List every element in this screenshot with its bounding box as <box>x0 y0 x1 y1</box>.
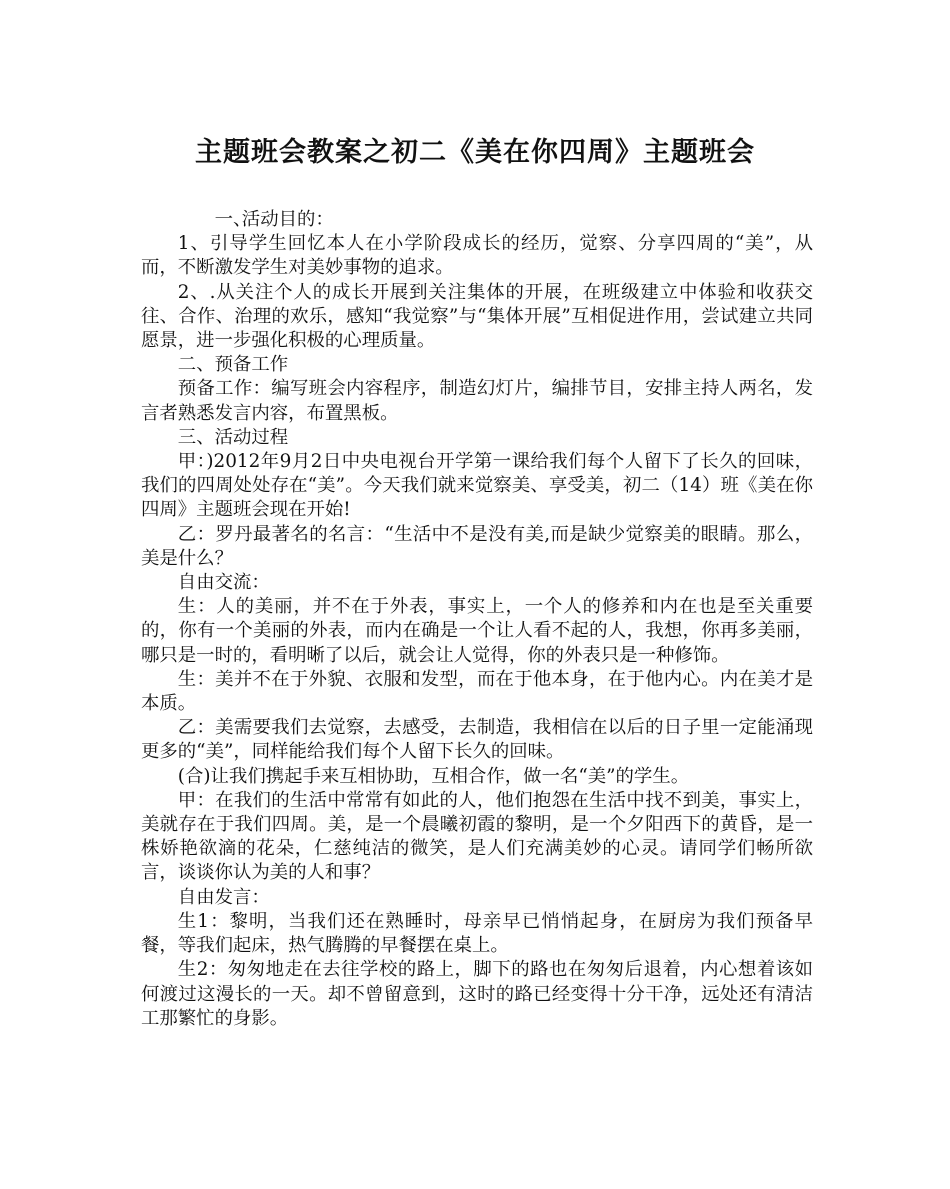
paragraph: 乙：罗丹最著名的名言：“生活中不是没有美,而是缺少觉察美的眼睛。那么，美是什么？ <box>141 523 813 569</box>
section-heading-objectives <box>141 208 813 232</box>
paragraph: 生：人的美丽，并不在于外表，事实上，一个人的修养和内在也是至关重要的，你有一个美丽的外表，而内在确是一个让人看不起的人，我想，你再多美丽，哪只是一时的，看明晰了以后，就会让人觉得，你的外表只是一种修饰。 <box>141 596 813 666</box>
paragraph: 自由交流： <box>177 572 270 594</box>
paragraph: 甲：)2012年9月2日中央电视台开学第一课给我们每个人留下了长久的回味，我们的四周处处存在“美”。今天我们就来觉察美、享受美，初二（14）班《美在你四周》主题班会现在开始! <box>141 451 813 521</box>
heading-text: 活动目的： <box>241 209 334 230</box>
paragraph: (合)让我们携起手来互相协助，互相合作，做一名“美”的学生。 <box>177 765 690 787</box>
paragraph: 生：美并不在于外貌、衣服和发型，而在于他本身，在于他内心。内在美才是本质。 <box>141 668 813 715</box>
paragraph: 生1：黎明，当我们还在熟睡时，母亲早已悄悄起身，在厨房为我们预备早餐，等我们起床，热气腾腾的早餐摆在桌上。 <box>141 910 813 957</box>
document-body <box>141 208 813 1031</box>
document-title: 主题班会教案之初二《美在你四周》主题班会 <box>195 137 755 168</box>
section-heading-process: 三、活动过程 <box>177 426 289 448</box>
paragraph: 甲：在我们的生活中常常有如此的人，他们抱怨在生活中找不到美，事实上，美就存在于我们四周。美，是一个晨曦初霞的黎明，是一个夕阳西下的黄昏，是一株娇艳欲滴的花朵，仁慈纯洁的微笑，是人们充满美妙的心灵。请同学们畅所欲言，谈谈你认为美的人和事？ <box>141 789 813 884</box>
paragraph: 自由发言： <box>177 886 270 908</box>
heading-number: 一、 <box>214 209 252 230</box>
paragraph: 生2：匆匆地走在去往学校的路上，脚下的路也在匆匆后退着，内心想着该如何渡过这漫长的一天。却不曾留意到，这时的路已经变得十分干净，远处还有清洁工那繁忙的身影。 <box>141 959 813 1029</box>
section-heading-preparation: 二、预备工作 <box>177 354 289 376</box>
paragraph: 2、.从关注个人的成长开展到关注集体的开展，在班级建立中体验和收获交往、合作、治理的欢乐，感知“我觉察”与“集体开展”互相促进作用，尝试建立共同愿景，进一步强化积极的心理质量。 <box>141 281 813 352</box>
paragraph: 1、引导学生回忆本人在小学阶段成长的经历，觉察、分享四周的“美”，从而，不断激发学生对美妙事物的追求。 <box>141 233 813 279</box>
paragraph: 乙：美需要我们去觉察，去感受，去制造，我相信在以后的日子里一定能涌现更多的“美”，同样能给我们每个人留下长久的回味。 <box>141 717 813 763</box>
paragraph: 预备工作：编写班会内容程序，制造幻灯片，编排节目，安排主持人两名，发言者熟悉发言内容，布置黑板。 <box>141 378 813 424</box>
